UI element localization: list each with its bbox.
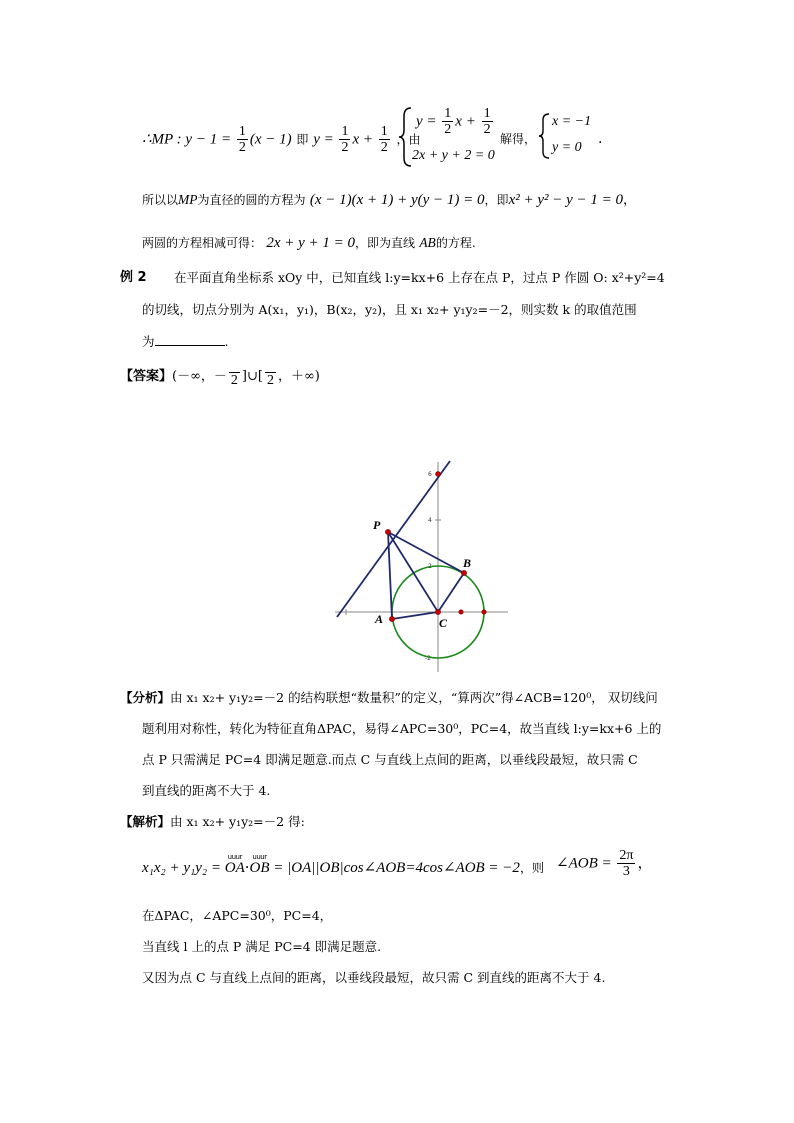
answer-line: 【答案】(－∞，－ 2 ]∪[ 2 ，＋∞): [120, 369, 320, 388]
answer-blank: [155, 333, 225, 346]
solution-line-4: 当直线 l 上的点 P 满足 PC=4 即满足题意.: [142, 939, 382, 954]
ab-equation-line: 两圆的方程相减可得： 2x + y + 1 = 0，即为直线 AB的方程.: [142, 235, 476, 251]
tick-label: 4: [428, 517, 432, 524]
point-p: [385, 529, 390, 534]
solution-row-1: x = −1: [552, 114, 592, 129]
circle-equation-line: 所以以MP为直径的圆的方程为 (x − 1)(x + 1) + y(y − 1) = 0，即x² + y² − y − 1 = 0，: [142, 192, 637, 208]
analysis-line-1: 【分析】由 x₁ x₂+ y₁y₂=－2 的结构联想“数量积”的定义，“算两次”得∠ACB=120⁰， 双切线问: [120, 690, 658, 705]
solution-line-3: 在ΔPAC，∠APC=30⁰，PC=4，: [142, 908, 333, 923]
fraction: $\frac{1}{2}$: [380, 124, 388, 155]
fraction: $\frac{1}{2}$: [238, 124, 246, 155]
ji-text: 即: [296, 132, 309, 147]
tick-label: 2: [428, 563, 432, 570]
mp-lead: ∴MP : y − 1 =: [142, 131, 235, 148]
analysis-line-4: 到直线的距离不大于 4.: [142, 783, 271, 798]
x-plus: x +: [352, 131, 377, 148]
point-x2: [482, 610, 486, 614]
solution-equation: x₁x₂ + y₁y₂ = uuur OA·uuur OB = |OA||OB|cos∠AOB=4cos∠AOB = −2，则: [142, 858, 544, 877]
system-row-2: 2x + y + 2 = 0: [412, 148, 495, 163]
mp-equation-line: [142, 124, 421, 155]
solution-row-2: y = 0: [552, 140, 582, 155]
point-six: [436, 472, 441, 477]
you-text: ，由: [396, 132, 421, 147]
example-line-3: 为 .: [142, 334, 229, 349]
example-label: 例 2: [120, 270, 147, 285]
analysis-line-2: 题利用对称性，转化为特征直角ΔPAC，易得∠APC=30⁰，PC=4，故当直线 l:y=kx+6 上的: [142, 721, 662, 736]
tangent-lines: [388, 532, 464, 619]
point-b: [461, 570, 466, 575]
fraction: $\frac{1}{2}$: [341, 124, 349, 155]
aob-fraction: ∠AOB = $\frac{2\pi}{3}$ ，: [556, 848, 653, 879]
geometry-figure: [333, 457, 513, 677]
tick-label: 6: [428, 471, 432, 478]
label-p: P: [373, 518, 381, 532]
vector-ob: uuur OB: [250, 859, 270, 877]
equation-system-1: [398, 106, 508, 168]
period: .: [598, 131, 603, 147]
point-a: [389, 616, 394, 621]
mp-rest: (x − 1): [249, 131, 292, 148]
label-b: B: [463, 556, 472, 570]
label-c: C: [439, 616, 448, 630]
tick-label: -2: [425, 655, 431, 662]
point-x1: [459, 610, 463, 614]
line-l: [337, 461, 450, 617]
analysis-line-3: 点 P 只需满足 PC=4 即满足题意.而点 C 与直线上点间的距离，以垂线段最短，故只需 C: [142, 752, 638, 767]
solution-line-5: 又因为点 C 与直线上点间的距离，以垂线段最短，故只需 C 到直线的距离不大于 4.: [142, 970, 606, 985]
example-line-1: 在平面直角坐标系 xOy 中，已知直线 l:y=kx+6 上存在点 P，过点 P 作圆 O: x²+y²=4: [174, 270, 665, 285]
brace-icon: [538, 112, 552, 160]
jiede-text: 解得，: [500, 132, 537, 146]
point-c: [435, 609, 440, 614]
y-eq: y =: [313, 131, 338, 148]
vector-oa: uuur OA: [225, 859, 245, 877]
system-row-1: y = $\frac{1}{2}$ x + $\frac{1}{2}$: [416, 106, 491, 137]
label-a: A: [375, 612, 384, 626]
solution-line-1: 【解析】由 x₁ x₂+ y₁y₂=－2 得:: [120, 814, 305, 829]
example-line-2: 的切线，切点分别为 A(x₁，y₁)，B(x₂，y₂)，且 x₁ x₂+ y₁y₂=－2，则实数 k 的取值范围: [142, 302, 637, 317]
